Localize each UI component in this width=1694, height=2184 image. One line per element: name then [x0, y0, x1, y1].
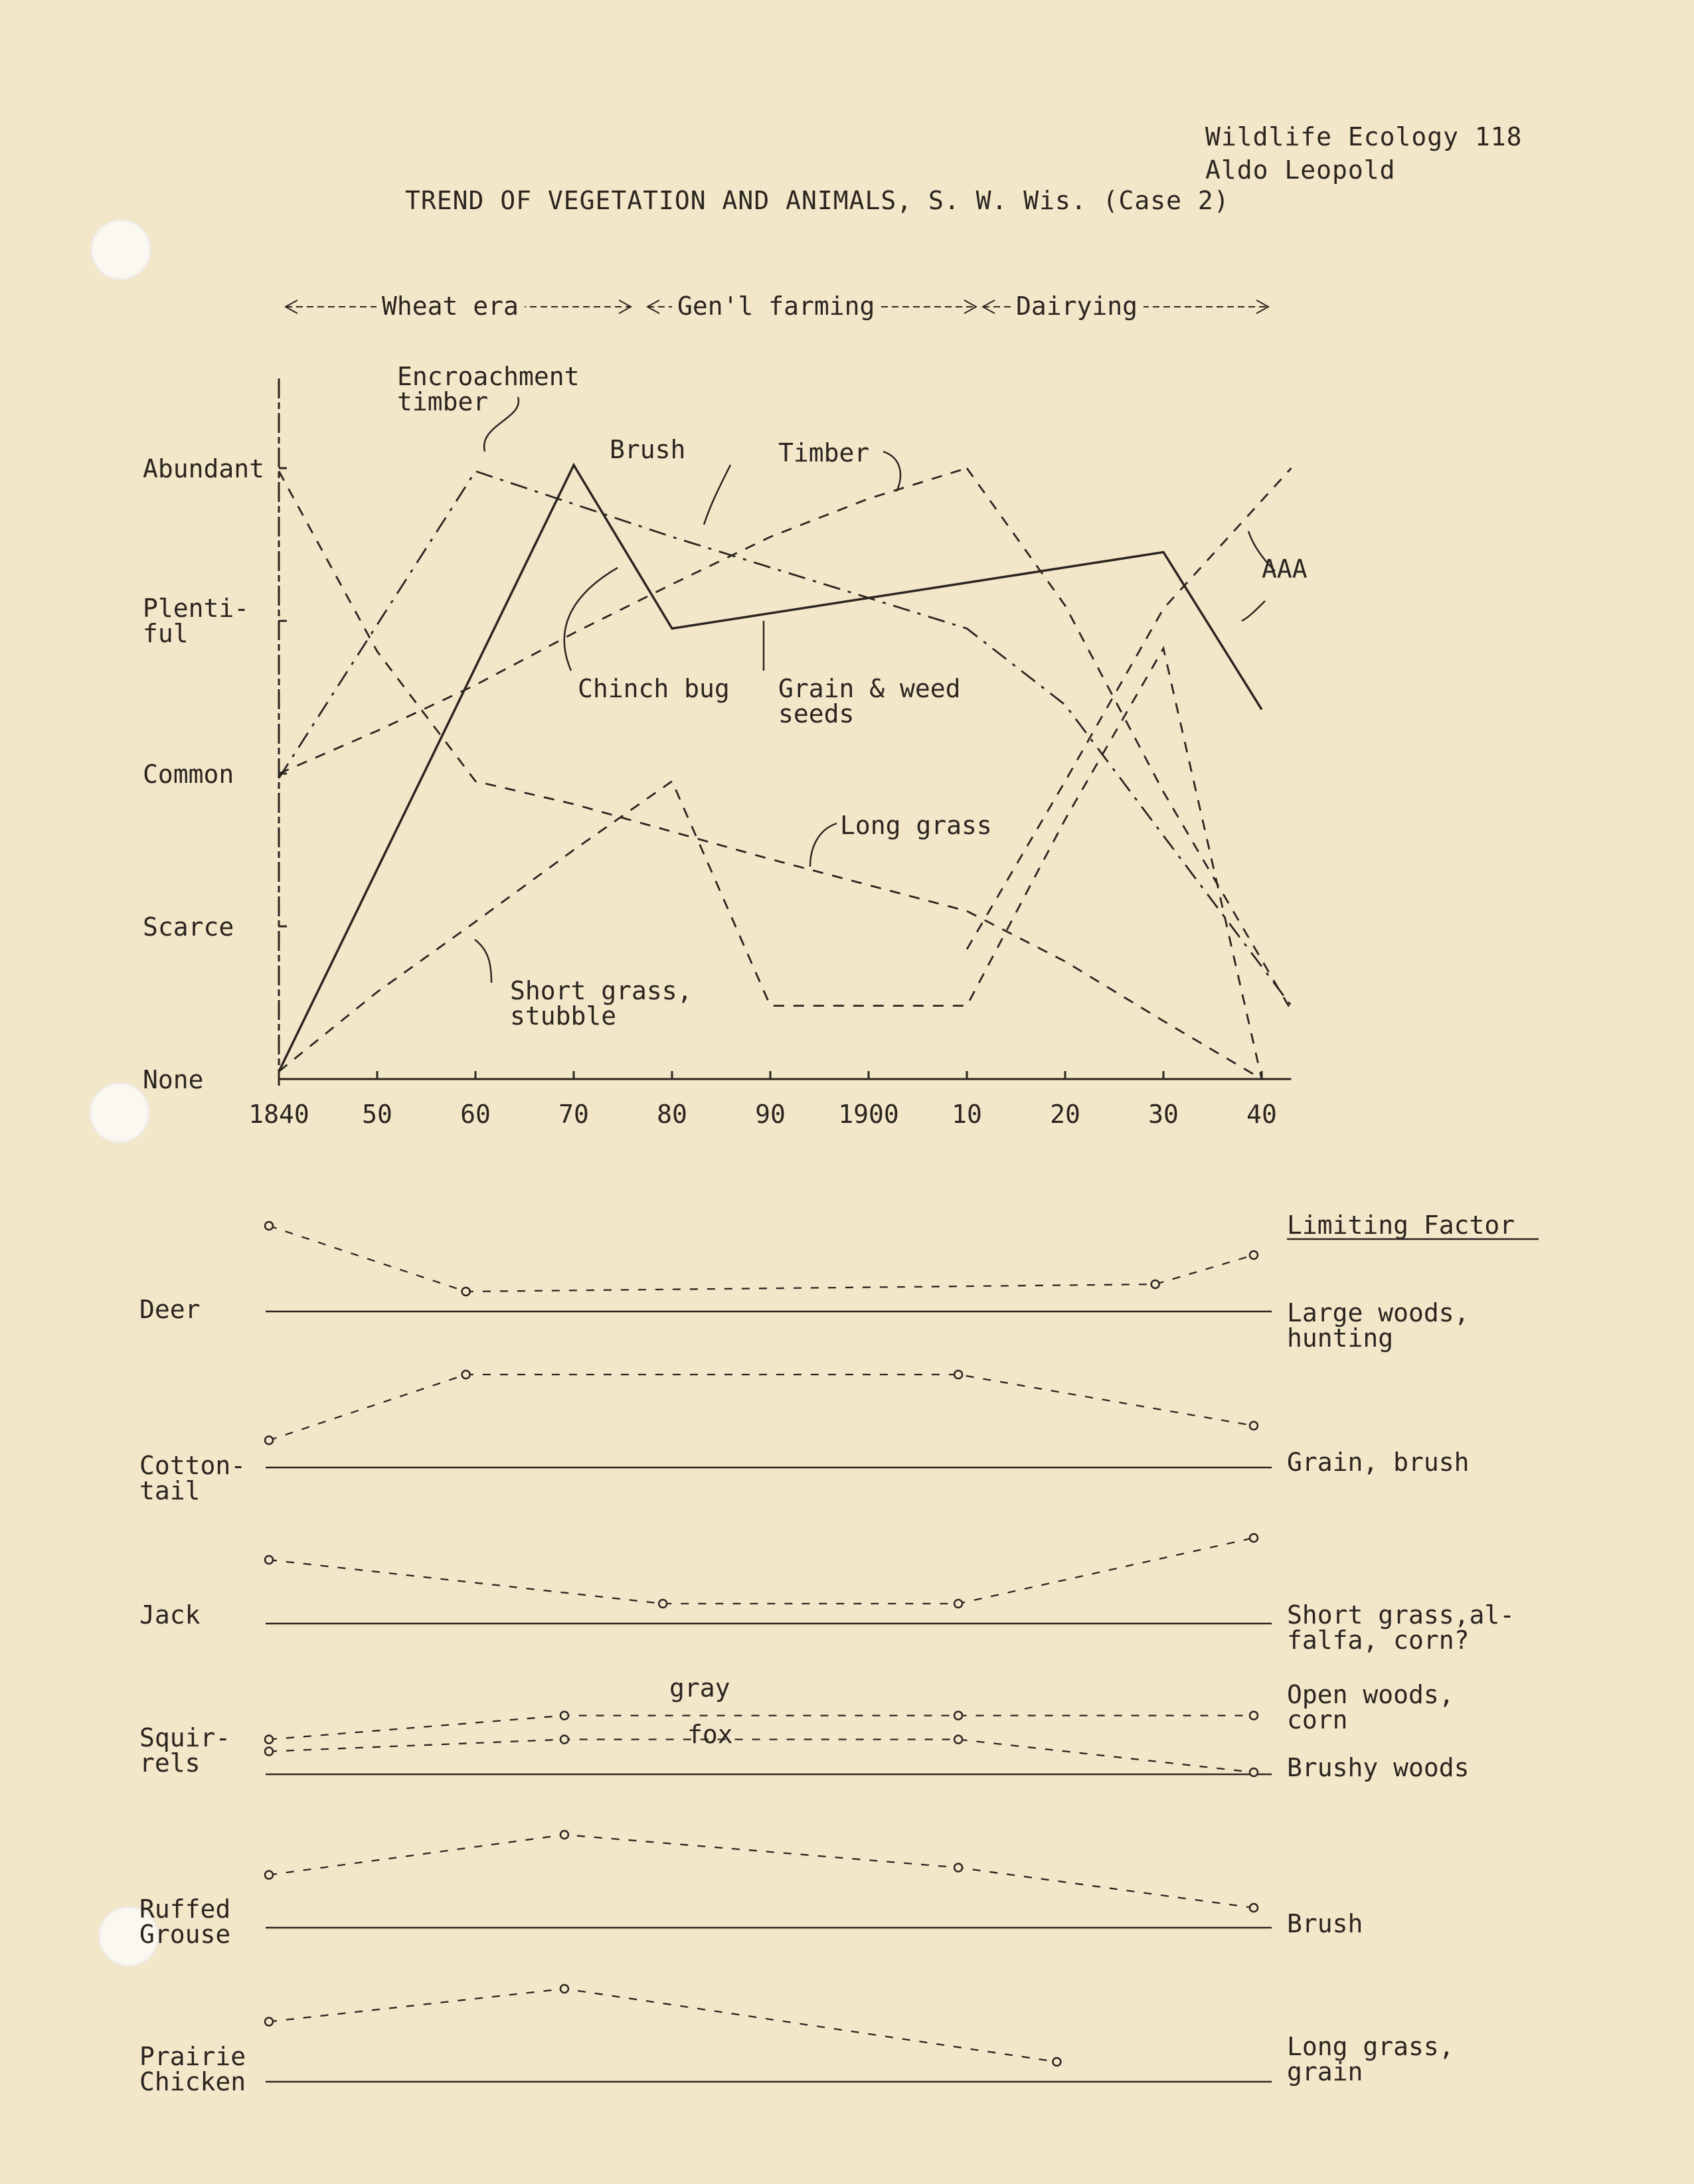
series-line-aaa	[967, 468, 1291, 950]
squirrel-series-label-fox: fox	[687, 1720, 733, 1749]
trend-point-prairie-chicken-1920	[1053, 2058, 1060, 2066]
species-label-ruffed-grouse: Ruffed Grouse	[139, 1894, 231, 1949]
annotation-1: Brush	[610, 435, 686, 464]
trend-point-deer-1940	[1250, 1251, 1258, 1259]
x-tick-label-1900: 1900	[838, 1100, 899, 1129]
trend-point-fox-1910	[954, 1736, 962, 1744]
species-label-jack: Jack	[139, 1600, 201, 1630]
limiting-factor-jack: Short grass,al-falfa, corn?	[1287, 1600, 1515, 1655]
annotation-pointer-4	[564, 568, 618, 671]
trend-point-cottontail-1860	[462, 1371, 470, 1379]
trend-point-deer-1930	[1151, 1280, 1159, 1288]
species-label-gray: Squir-rels	[139, 1723, 231, 1778]
trend-point-gray-1840	[265, 1736, 273, 1744]
annotation-6: Long grass	[840, 811, 992, 840]
x-tick-label-20: 20	[1050, 1100, 1080, 1129]
series-line-encroachment-timber	[279, 471, 1291, 1006]
trend-point-deer-1860	[462, 1288, 470, 1296]
trend-point-prairie-chicken-1840	[265, 2018, 273, 2026]
series-line-short-grass-stubble	[279, 648, 1262, 1079]
y-level-label-scarce: Scarce	[143, 912, 234, 942]
trend-line-fox	[269, 1740, 1254, 1773]
series-line-timber-decline-	[967, 468, 1291, 1011]
trend-point-cottontail-1910	[954, 1371, 962, 1379]
annotation-pointer-7	[475, 940, 491, 983]
trend-point-fox-1940	[1250, 1768, 1258, 1776]
limiting-factor-deer: Large woods, hunting	[1287, 1298, 1470, 1353]
era-label-0: Wheat era	[382, 292, 519, 321]
trend-point-cottontail-1940	[1250, 1422, 1258, 1430]
y-level-label-common: Common	[143, 760, 234, 789]
trend-point-jack-1910	[954, 1600, 962, 1608]
annotation-3: AAA	[1262, 554, 1308, 584]
trend-point-jack-1940	[1250, 1534, 1258, 1542]
trend-line-ruffed-grouse	[269, 1835, 1254, 1908]
trend-point-gray-1870	[560, 1712, 568, 1720]
annotation-2: Timber	[778, 438, 870, 467]
x-tick-label-90: 90	[755, 1100, 786, 1129]
annotation-pointer-aaa-2	[1242, 601, 1265, 621]
trend-point-ruffed-grouse-1910	[954, 1864, 962, 1872]
era-label-2: Dairying	[1016, 292, 1138, 321]
trend-point-cottontail-1840	[265, 1436, 273, 1444]
x-tick-label-30: 30	[1148, 1100, 1179, 1129]
y-level-label-abundant: Abundant	[143, 454, 265, 483]
trend-point-gray-1910	[954, 1712, 962, 1720]
limiting-factor-header: Limiting Factor	[1287, 1211, 1515, 1240]
trend-line-deer	[269, 1226, 1254, 1292]
trend-point-fox-1870	[560, 1736, 568, 1744]
trend-point-jack-1840	[265, 1556, 273, 1564]
y-level-label-none: None	[143, 1065, 204, 1094]
trend-point-jack-1880	[659, 1600, 667, 1608]
trend-point-gray-1940	[1250, 1712, 1258, 1720]
x-tick-label-1840: 1840	[248, 1100, 309, 1129]
trend-line-gray	[269, 1716, 1254, 1740]
x-tick-label-10: 10	[952, 1100, 982, 1129]
series-line-brush	[279, 465, 1262, 1071]
limiting-factor-prairie-chicken: Long grass, grain	[1287, 2032, 1454, 2086]
x-tick-label-40: 40	[1246, 1100, 1277, 1129]
author-label: Aldo Leopold	[1205, 155, 1396, 185]
trend-point-deer-1840	[265, 1222, 273, 1230]
trend-point-ruffed-grouse-1840	[265, 1871, 273, 1879]
trend-point-prairie-chicken-1870	[560, 1985, 568, 1993]
x-tick-label-70: 70	[558, 1100, 589, 1129]
limiting-factor-fox: Brushy woods	[1287, 1753, 1470, 1782]
series-line-chinch-bug-decline-	[967, 911, 1262, 1079]
trend-point-fox-1840	[265, 1748, 273, 1756]
annotation-0: Encroachment timber	[397, 362, 580, 416]
trend-point-ruffed-grouse-1870	[560, 1831, 568, 1839]
annotation-pointer-6	[810, 823, 837, 867]
page-title: TREND OF VEGETATION AND ANIMALS, S. W. Wis. (Case 2)	[405, 186, 1230, 215]
annotation-pointer-0	[484, 397, 519, 452]
y-level-label-plentiful: Plenti-ful	[143, 594, 250, 648]
limiting-factor-ruffed-grouse: Brush	[1287, 1909, 1363, 1938]
x-tick-label-80: 80	[657, 1100, 687, 1129]
trend-line-jack	[269, 1538, 1254, 1604]
x-tick-label-50: 50	[362, 1100, 392, 1129]
annotation-4: Chinch bug	[578, 674, 730, 703]
annotation-pointer-2	[883, 452, 900, 491]
course-label: Wildlife Ecology 118	[1205, 122, 1523, 151]
squirrel-series-label-gray: gray	[669, 1673, 730, 1703]
era-label-1: Gen'l farming	[677, 292, 875, 321]
trend-line-prairie-chicken	[269, 1989, 1057, 2062]
trend-point-ruffed-grouse-1940	[1250, 1904, 1258, 1912]
trend-line-cottontail	[269, 1375, 1254, 1440]
limiting-factor-gray: Open woods, corn	[1287, 1680, 1454, 1734]
species-label-cottontail: Cotton-tail	[139, 1451, 246, 1505]
x-tick-label-60: 60	[460, 1100, 491, 1129]
annotation-5: Grain & weed seeds	[778, 674, 961, 728]
annotation-7: Short grass, stubble	[510, 976, 693, 1031]
limiting-factor-cottontail: Grain, brush	[1287, 1448, 1470, 1477]
species-label-prairie-chicken: Prairie Chicken	[139, 2042, 246, 2096]
series-line-timber	[279, 468, 967, 774]
species-label-deer: Deer	[139, 1295, 201, 1324]
annotation-pointer-1	[704, 465, 730, 525]
